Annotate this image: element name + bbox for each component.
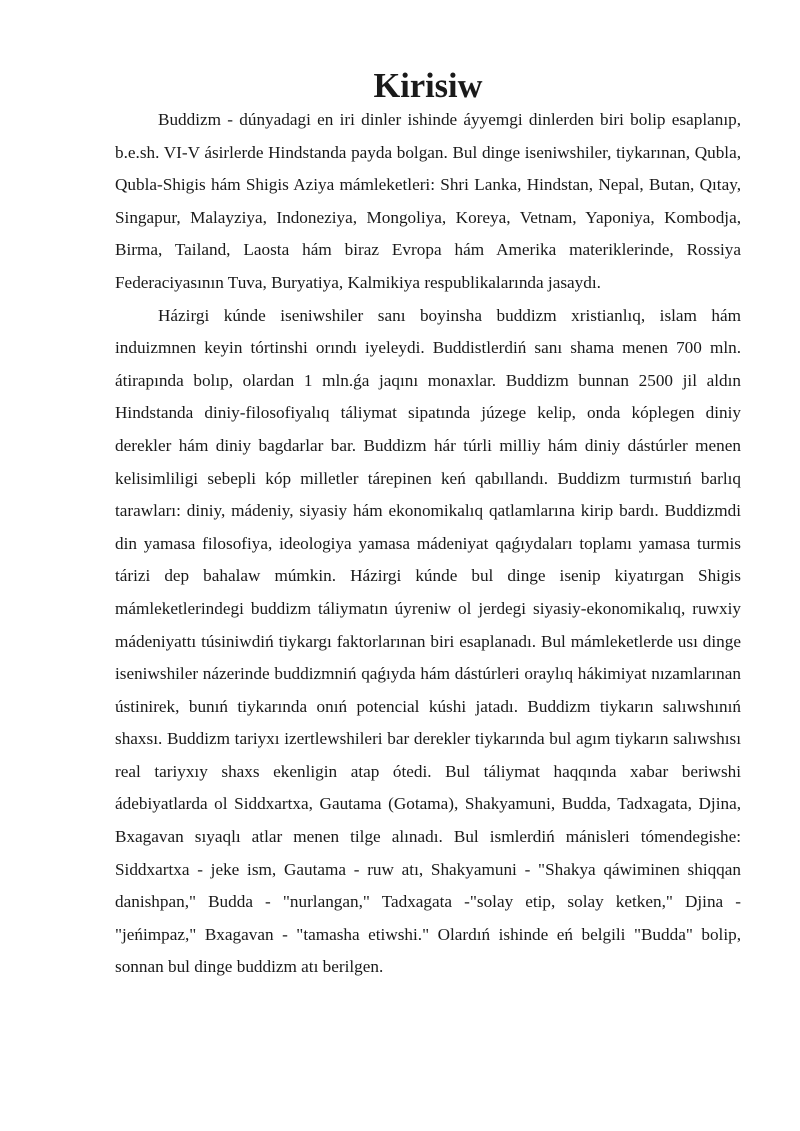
document-title: Kirisiw [373,67,483,105]
paragraph-2: Házirgi kúnde iseniwshiler sanı boyinsha buddizm xristianlıq, islam hám induizmnen keyin tórtinshi orındı iyeleydi. Buddistlerdiń sanı shama menen 700 mln. átirapında bolıp, olardan 1 mln.ǵa jaqını monaxlar. Buddizm bunnan 2500 jil aldın Hindstanda diniy-filosofiyalıq táliymat sipatında júzege kelip, onda kóplegen diniy derekler hám diniy bagdarlar bar. Buddizm hár túrli milliy hám diniy dástúrler menen kelisimliligi sebepli kóp milletler tárepinen keń qabıllandı. Buddizm turmıstıń barlıq tarawları: diniy, mádeniy, siyasiy hám ekonomikalıq qatlamlarına kirip bardı. Buddizmdi din yamasa filosofiya, ideologiya yamasa mádeniyat qaǵıydaları toplamı yamasa turmis tárizi dep bahalaw múmkin. Házirgi kúnde bul dinge isenip kiyatırgan Shigis mámleketlerindegi buddizm táliymatın úyreniw ol jerdegi siyasiy-ekonomikalıq, ruwxiy mádeniyattı túsiniwdiń tiykargı faktorlarınan biri esaplanadı. Bul mámleketlerde usı dinge iseniwshiler názerinde buddizmniń qaǵıyda hám dástúrleri oraylıq hákimiyat nızamlarınan ústinirek, bunıń tiykarında onıń potencial kúshi jatadı. Buddizm tiykarın salıwshınıń shaxsı. Buddizm tariyxı izertlewshileri bar derekler tiykarında bul agım tiykarın salıwshısı real tariyxıy shaxs ekenligin atap ótedi. Bul táliymat haqqında xabar beriwshi ádebiyatlarda ol Siddxartxa, Gautama (Gotama), Shakyamuni, Budda, Tadxagata, Djina, Bxagavan sıyaqlı atlar menen tilge alınadı. Bul ismlerdiń mánisleri tómendegishe: Siddxartxa - jeke ism, Gautama - ruw atı, Shakyamuni - "Shakya qáwiminen shiqqan danishpan," Budda - "nurlangan," Tadxagata -"solay etip, solay ketken," Djina - "jeńimpaz," Bxagavan - "tamasha etiwshi." Olardıń ishinde eń belgili "Budda" bolip, sonnan bul dinge buddizm atı berilgen. [115,305,741,977]
document-page [115,67,741,984]
paragraph-1: Buddizm - dúnyadagi en iri dinler ishinde áyyemgi dinlerden biri bolip esaplanıp, b.e.sh. VI-V ásirlerde Hindstanda payda bolgan. Bul dinge iseniwshiler, tiykarınan, Qubla, Qubla-Shigis hám Shigis Aziya mámleketleri: Shri Lanka, Hindstan, Nepal, Butan, Qıtay, Singapur, Malayziya, Indoneziya, Mongoliya, Koreya, Vetnam, Yaponiya, Kombodja, Birma, Tailand, Laosta hám biraz Evropa hám Amerika materiklerinde, Rossiya Federaciyasının Tuva, Buryatiya, Kalmikiya respublikalarında jasaydı. [115,110,741,292]
